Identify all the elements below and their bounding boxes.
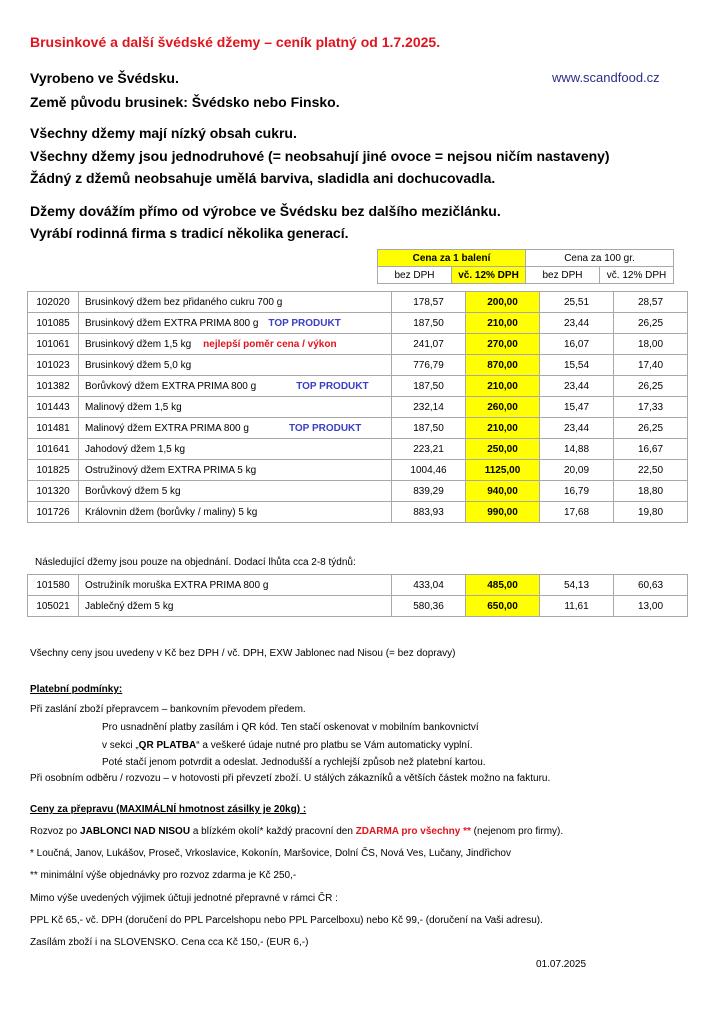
product-name-text: Královnin džem (borůvky / maliny) 5 kg xyxy=(85,506,258,518)
product-code: 101481 xyxy=(28,418,79,439)
price-gross: 260,00 xyxy=(466,397,540,418)
table-row xyxy=(28,292,688,313)
price-gross-100g: 17,33 xyxy=(614,397,688,418)
price-net-100g: 23,44 xyxy=(540,376,614,397)
product-name-text: Jahodový džem 1,5 kg xyxy=(85,443,186,455)
price-net: 178,57 xyxy=(392,292,466,313)
price-gross: 200,00 xyxy=(466,292,540,313)
intro-line: Žádný z džemů neobsahuje umělá barviva, sladidla ani dochucovadla. xyxy=(30,170,496,186)
payment-heading: Platební podmínky: xyxy=(30,684,123,695)
product-name xyxy=(79,460,392,481)
col-gross-100: vč. 12% DPH xyxy=(600,267,674,284)
col-net: bez DPH xyxy=(378,267,452,284)
product-name-text: Malinový džem 1,5 kg xyxy=(85,401,182,413)
product-code: 101641 xyxy=(28,439,79,460)
delivery-text: (nejenom pro firmy). xyxy=(470,826,564,837)
qr-platba-label: QR PLATBA xyxy=(138,740,197,751)
ppl-note: PPL Kč 65,- vč. DPH (doručení do PPL Parcelshopu nebo PPL Parcelboxu) nebo Kč 99,- (doručení na Vaši adresu). xyxy=(30,915,543,926)
document-title: Brusinkové a další švédské džemy – ceník platný od 1.7.2025. xyxy=(30,34,441,50)
best-value-badge: nejlepší poměr cena / výkon xyxy=(203,338,337,350)
table-row xyxy=(28,334,688,355)
qr-line-3: Poté stačí jenom potvrdit a odeslat. Jednodušší a rychlejší způsob než platební kartou. xyxy=(102,757,486,768)
table-row xyxy=(28,355,688,376)
price-net-100g: 25,51 xyxy=(540,292,614,313)
price-gross: 650,00 xyxy=(466,596,540,617)
price-gross: 940,00 xyxy=(466,481,540,502)
product-name-text: Ostružiník moruška EXTRA PRIMA 800 g xyxy=(85,579,269,591)
price-gross-100g: 28,57 xyxy=(614,292,688,313)
price-net: 433,04 xyxy=(392,575,466,596)
price-gross-100g: 22,50 xyxy=(614,460,688,481)
qr-line-1: Pro usnadnění platby zasílám i QR kód. Ten stačí oskenovat v mobilním bankovnictví xyxy=(102,722,479,733)
product-name-text: Borůvkový džem EXTRA PRIMA 800 g xyxy=(85,380,257,392)
price-net: 776,79 xyxy=(392,355,466,376)
price-net: 187,50 xyxy=(392,376,466,397)
table-row xyxy=(28,460,688,481)
price-net-100g: 14,88 xyxy=(540,439,614,460)
price-gross: 870,00 xyxy=(466,355,540,376)
intro-line: Vyrobeno ve Švédsku. xyxy=(30,70,179,86)
table-row xyxy=(28,313,688,334)
table-row xyxy=(28,481,688,502)
group-per-package: Cena za 1 balení xyxy=(378,250,526,267)
top-product-badge: TOP PRODUKT xyxy=(268,317,341,329)
product-name xyxy=(79,334,392,355)
product-name-text: Jablečný džem 5 kg xyxy=(85,600,174,612)
table-row xyxy=(28,397,688,418)
price-gross: 485,00 xyxy=(466,575,540,596)
price-gross-100g: 16,67 xyxy=(614,439,688,460)
table-row xyxy=(28,418,688,439)
delivery-line xyxy=(30,826,563,837)
on-order-table xyxy=(27,574,688,617)
delivery-text: Rozvoz po xyxy=(30,826,81,837)
shipping-heading: Ceny za přepravu (MAXIMÁLNÍ hmotnost zásilky je 20kg) : xyxy=(30,804,307,815)
product-name xyxy=(79,439,392,460)
product-name xyxy=(79,596,392,617)
product-name xyxy=(79,418,392,439)
product-name-text: Brusinkový džem 1,5 kg xyxy=(85,338,192,350)
product-name-text: Brusinkový džem 5,0 kg xyxy=(85,359,192,371)
product-name-text: Malinový džem EXTRA PRIMA 800 g xyxy=(85,422,249,434)
price-net: 883,93 xyxy=(392,502,466,523)
price-gross-100g: 18,80 xyxy=(614,481,688,502)
top-product-badge: TOP PRODUKT xyxy=(296,380,369,392)
product-code: 101825 xyxy=(28,460,79,481)
price-net: 223,21 xyxy=(392,439,466,460)
product-name-text: Ostružinový džem EXTRA PRIMA 5 kg xyxy=(85,464,257,476)
price-column-header xyxy=(377,249,674,284)
price-net-100g: 15,47 xyxy=(540,397,614,418)
website-link[interactable]: www.scandfood.cz xyxy=(552,70,660,85)
product-name-text: Brusinkový džem EXTRA PRIMA 800 g xyxy=(85,317,259,329)
product-code: 101320 xyxy=(28,481,79,502)
qr-text: v sekci „ xyxy=(102,740,139,751)
price-net-100g: 17,68 xyxy=(540,502,614,523)
product-code: 101726 xyxy=(28,502,79,523)
price-net: 839,29 xyxy=(392,481,466,502)
other-shipping-note: Mimo výše uvedených výjimek účtuji jednotné přepravné v rámci ČR : xyxy=(30,893,338,904)
price-net-100g: 23,44 xyxy=(540,418,614,439)
price-gross: 270,00 xyxy=(466,334,540,355)
intro-line: Všechny džemy mají nízký obsah cukru. xyxy=(30,125,297,141)
price-gross: 1125,00 xyxy=(466,460,540,481)
price-net: 580,36 xyxy=(392,596,466,617)
table-row xyxy=(28,439,688,460)
price-gross: 210,00 xyxy=(466,376,540,397)
price-gross: 250,00 xyxy=(466,439,540,460)
intro-line: Vyrábí rodinná firma s tradicí několika generací. xyxy=(30,225,349,241)
price-net: 187,50 xyxy=(392,313,466,334)
product-code: 101382 xyxy=(28,376,79,397)
product-name xyxy=(79,313,392,334)
minimum-note: ** minimální výše objednávky pro rozvoz zdarma je Kč 250,- xyxy=(30,870,297,881)
table-row xyxy=(28,596,688,617)
price-net-100g: 15,54 xyxy=(540,355,614,376)
intro-line: Země původu brusinek: Švédsko nebo Finsko. xyxy=(30,94,340,110)
product-code: 101580 xyxy=(28,575,79,596)
price-gross: 210,00 xyxy=(466,418,540,439)
price-gross-100g: 13,00 xyxy=(614,596,688,617)
intro-line: Džemy dovážím přímo od výrobce ve Švédsku bez dalšího mezičlánku. xyxy=(30,203,501,219)
intro-line: Všechny džemy jsou jednodruhové (= neobsahují jiné ovoce = nejsou ničím nastaveny) xyxy=(30,148,610,164)
top-product-badge: TOP PRODUKT xyxy=(288,422,362,434)
product-code: 101443 xyxy=(28,397,79,418)
product-code: 101023 xyxy=(28,355,79,376)
document-date: 01.07.2025 xyxy=(536,959,587,970)
price-net: 241,07 xyxy=(392,334,466,355)
area-note: * Loučná, Janov, Lukášov, Proseč, Vrkoslavice, Kokonín, Maršovice, Dolní ČS, Nová Ves, Lučany, Jindřichov xyxy=(30,848,511,859)
product-name xyxy=(79,376,392,397)
qr-text: “ a veškeré údaje nutné pro platbu se Vám automaticky vyplní. xyxy=(196,740,473,751)
price-net: 232,14 xyxy=(392,397,466,418)
col-net-100: bez DPH xyxy=(526,267,600,284)
price-net-100g: 11,61 xyxy=(540,596,614,617)
price-table xyxy=(27,291,688,523)
price-gross-100g: 18,00 xyxy=(614,334,688,355)
price-gross-100g: 60,63 xyxy=(614,575,688,596)
slovakia-note: Zasílám zboží i na SLOVENSKO. Cena cca Kč 150,- (EUR 6,-) xyxy=(30,937,309,948)
price-net-100g: 16,07 xyxy=(540,334,614,355)
delivery-free-badge: ZDARMA pro všechny ** xyxy=(355,826,471,837)
price-net-100g: 23,44 xyxy=(540,313,614,334)
delivery-text: a blízkém okolí* každý pracovní den xyxy=(190,826,356,837)
price-gross: 990,00 xyxy=(466,502,540,523)
price-net: 187,50 xyxy=(392,418,466,439)
product-name xyxy=(79,397,392,418)
group-per-100g: Cena za 100 gr. xyxy=(526,250,674,267)
col-gross: vč. 12% DPH xyxy=(452,267,526,284)
price-gross-100g: 26,25 xyxy=(614,376,688,397)
price-gross: 210,00 xyxy=(466,313,540,334)
table-row xyxy=(28,502,688,523)
price-net-100g: 16,79 xyxy=(540,481,614,502)
qr-line-2 xyxy=(102,740,473,751)
price-gross-100g: 17,40 xyxy=(614,355,688,376)
product-code: 101085 xyxy=(28,313,79,334)
product-name-text: Borůvkový džem 5 kg xyxy=(85,485,181,497)
product-name xyxy=(79,502,392,523)
payment-personal: Při osobním odběru / rozvozu – v hotovosti při převzetí zboží. U stálých zákazníků a větších částek možno na fakturu. xyxy=(30,773,551,784)
table-row xyxy=(28,376,688,397)
product-name xyxy=(79,355,392,376)
price-gross-100g: 26,25 xyxy=(614,418,688,439)
product-name xyxy=(79,575,392,596)
product-code: 102020 xyxy=(28,292,79,313)
prices-note: Všechny ceny jsou uvedeny v Kč bez DPH / vč. DPH, EXW Jablonec nad Nisou (= bez dopravy) xyxy=(30,648,456,659)
product-code: 101061 xyxy=(28,334,79,355)
price-net: 1004,46 xyxy=(392,460,466,481)
product-name xyxy=(79,292,392,313)
delivery-city: JABLONCI NAD NISOU xyxy=(80,826,191,837)
on-order-note: Následující džemy jsou pouze na objednání. Dodací lhůta cca 2-8 týdnů: xyxy=(35,557,356,568)
product-code: 105021 xyxy=(28,596,79,617)
price-net-100g: 20,09 xyxy=(540,460,614,481)
product-name xyxy=(79,481,392,502)
price-gross-100g: 19,80 xyxy=(614,502,688,523)
payment-transfer: Při zaslání zboží přepravcem – bankovním převodem předem. xyxy=(30,704,306,715)
table-row xyxy=(28,575,688,596)
price-net-100g: 54,13 xyxy=(540,575,614,596)
product-name-text: Brusinkový džem bez přidaného cukru 700 g xyxy=(85,296,283,308)
price-gross-100g: 26,25 xyxy=(614,313,688,334)
